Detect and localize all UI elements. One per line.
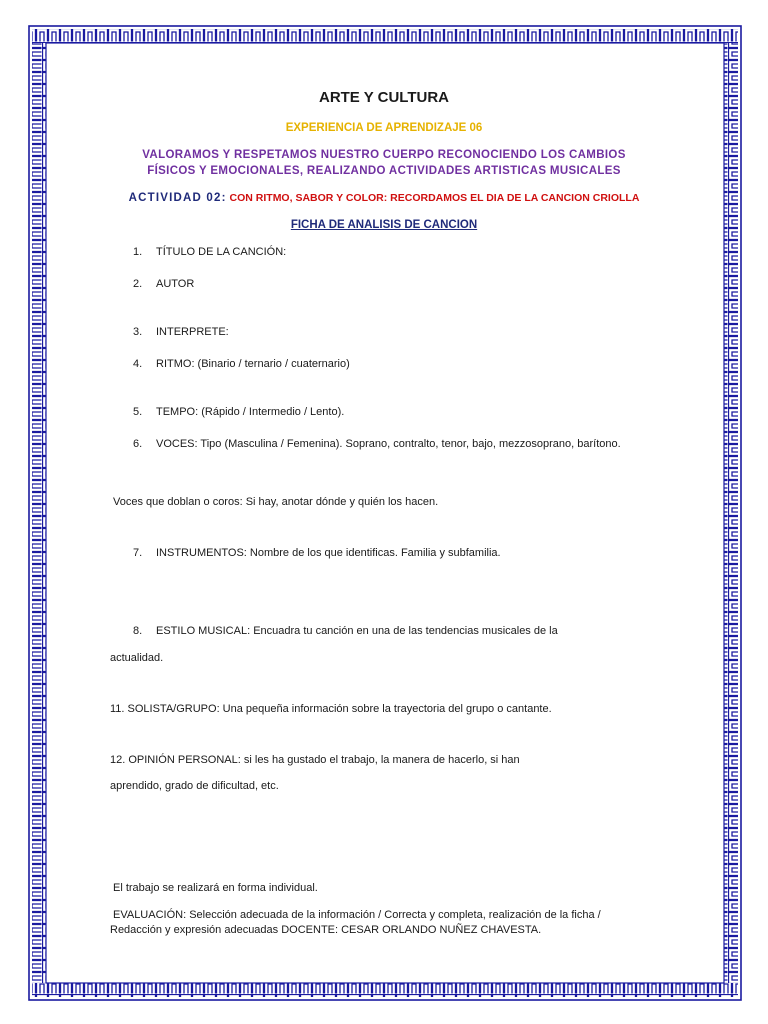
item-text: TÍTULO DE LA CANCIÓN: — [156, 246, 287, 258]
item-number: 4. — [133, 358, 143, 370]
actividad-label: ACTIVIDAD 02: — [128, 192, 227, 204]
item-number: 2. — [133, 278, 143, 290]
heading-line-2: FÍSICOS Y EMOCIONALES, REALIZANDO ACTIVIDADES ARTISTICAS MUSICALES — [147, 165, 621, 177]
actividad-text: CON RITMO, SABOR Y COLOR: RECORDAMOS EL DIA DE LA CANCION CRIOLLA — [226, 192, 640, 204]
item-number: 5. — [133, 406, 143, 418]
item-11: 11. SOLISTA/GRUPO: Una pequeña información sobre la trayectoria del grupo o cantante. — [110, 703, 552, 715]
heading-line-1: VALORAMOS Y RESPETAMOS NUESTRO CUERPO RECONOCIENDO LOS CAMBIOS — [142, 149, 626, 161]
item-text: INSTRUMENTOS: Nombre de los que identificas. Familia y subfamilia. — [156, 547, 501, 559]
evaluacion-line-1: EVALUACIÓN: Selección adecuada de la información / Correcta y completa, realización de la ficha / — [113, 909, 601, 921]
item-12-line-1: 12. OPINIÓN PERSONAL: si les ha gustado el trabajo, la manera de hacerlo, si han — [110, 754, 520, 766]
item-number: 6. — [133, 438, 143, 450]
item-number: 3. — [133, 326, 143, 338]
item-text: RITMO: (Binario / ternario / cuaternario) — [156, 358, 350, 370]
item-12-line-2: aprendido, grado de dificultad, etc. — [110, 780, 279, 792]
document-title: ARTE Y CULTURA — [318, 89, 449, 106]
evaluacion-line-2: Redacción y expresión adecuadas DOCENTE: CESAR ORLANDO NUÑEZ CHAVESTA. — [110, 924, 542, 936]
item-text: TEMPO: (Rápido / Intermedio / Lento). — [156, 406, 345, 418]
item-text: ESTILO MUSICAL: Encuadra tu canción en una de las tendencias musicales de la — [156, 625, 558, 637]
actividad-line — [0, 191, 768, 205]
ficha-title: FICHA DE ANALISIS DE CANCION — [290, 219, 478, 231]
item-text: VOCES: Tipo (Masculina / Femenina). Soprano, contralto, tenor, bajo, mezzosoprano, barítono. — [156, 438, 621, 450]
item-number: 1. — [133, 246, 143, 258]
voces-note: Voces que doblan o coros: Si hay, anotar dónde y quién los hacen. — [113, 496, 439, 508]
experiencia-heading: EXPERIENCIA DE APRENDIZAJE 06 — [285, 122, 483, 134]
item-number: 8. — [133, 625, 143, 637]
item-text: INTERPRETE: — [156, 326, 229, 338]
item-text: AUTOR — [156, 278, 195, 290]
item-number: 7. — [133, 547, 143, 559]
estilo-continuation: actualidad. — [110, 652, 164, 664]
trabajo-note: El trabajo se realizará en forma individual. — [113, 882, 318, 894]
